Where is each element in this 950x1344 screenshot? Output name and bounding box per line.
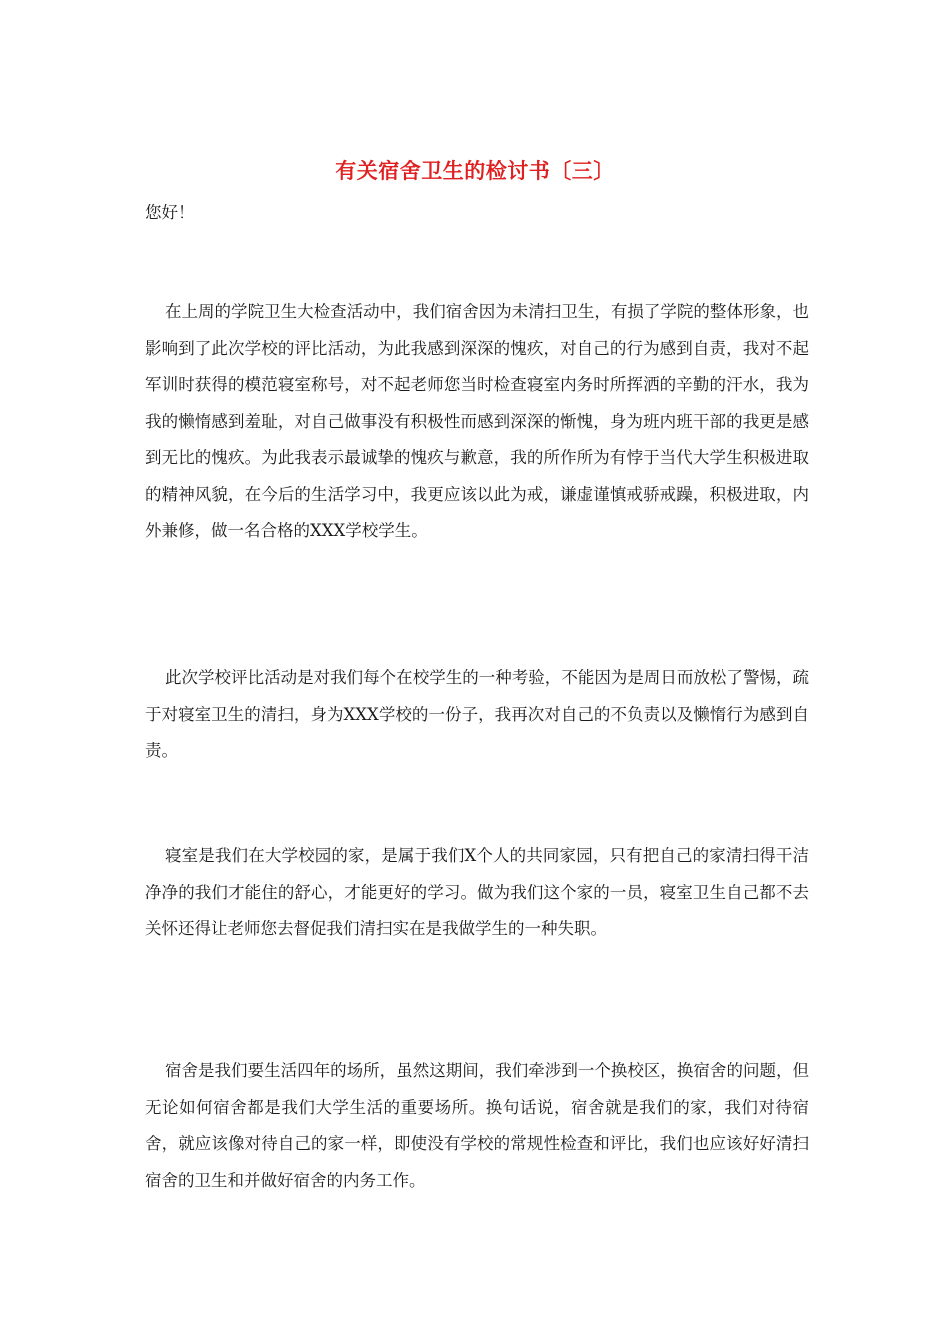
paragraph-3: 寝室是我们在大学校园的家，是属于我们X个人的共同家园，只有把自己的家清扫得干洁净净的我们才能住的舒心，才能更好的学习。做为我们这个家的一员，寝室卫生自己都不去关怀还得让老师您去督促我们清扫实在是我做学生的一种失职。: [145, 846, 809, 938]
document-title: 有关宿舍卫生的检讨书〔三〕: [335, 158, 615, 183]
greeting: 您好！: [145, 203, 195, 222]
paragraph-1: 在上周的学院卫生大检查活动中，我们宿舍因为未清扫卫生，有损了学院的整体形象，也影响到了此次学校的评比活动，为此我感到深深的愧疚，对自己的行为感到自责，我对不起军训时获得的模范寝室称号，对不起老师您当时检查寝室内务时所挥洒的辛勤的汗水，我为我的懒惰感到羞耻，对自己做事没有积极性而感到深深的惭愧，身为班内班干部的我更是感到无比的愧疚。为此我表示最诚挚的愧疚与歉意，我的所作所为有悖于当代大学生积极进取的精神风貌，在今后的生活学习中，我更应该以此为戒，谦虚谨慎戒骄戒躁，积极进取，内外兼修，做一名合格的XXX学校学生。: [145, 302, 809, 540]
paragraph-4: 宿舍是我们要生活四年的场所，虽然这期间，我们牵涉到一个换校区，换宿舍的问题，但无论如何宿舍都是我们大学生活的重要场所。换句话说，宿舍就是我们的家，我们对待宿舍，就应该像对待自己的家一样，即使没有学校的常规性检查和评比，我们也应该好好清扫宿舍的卫生和并做好宿舍的内务工作。: [145, 1061, 809, 1190]
paragraph-2: 此次学校评比活动是对我们每个在校学生的一种考验，不能因为是周日而放松了警惕，疏于对寝室卫生的清扫，身为XXX学校的一份子，我再次对自己的不负责以及懒惰行为感到自责。: [145, 668, 809, 760]
